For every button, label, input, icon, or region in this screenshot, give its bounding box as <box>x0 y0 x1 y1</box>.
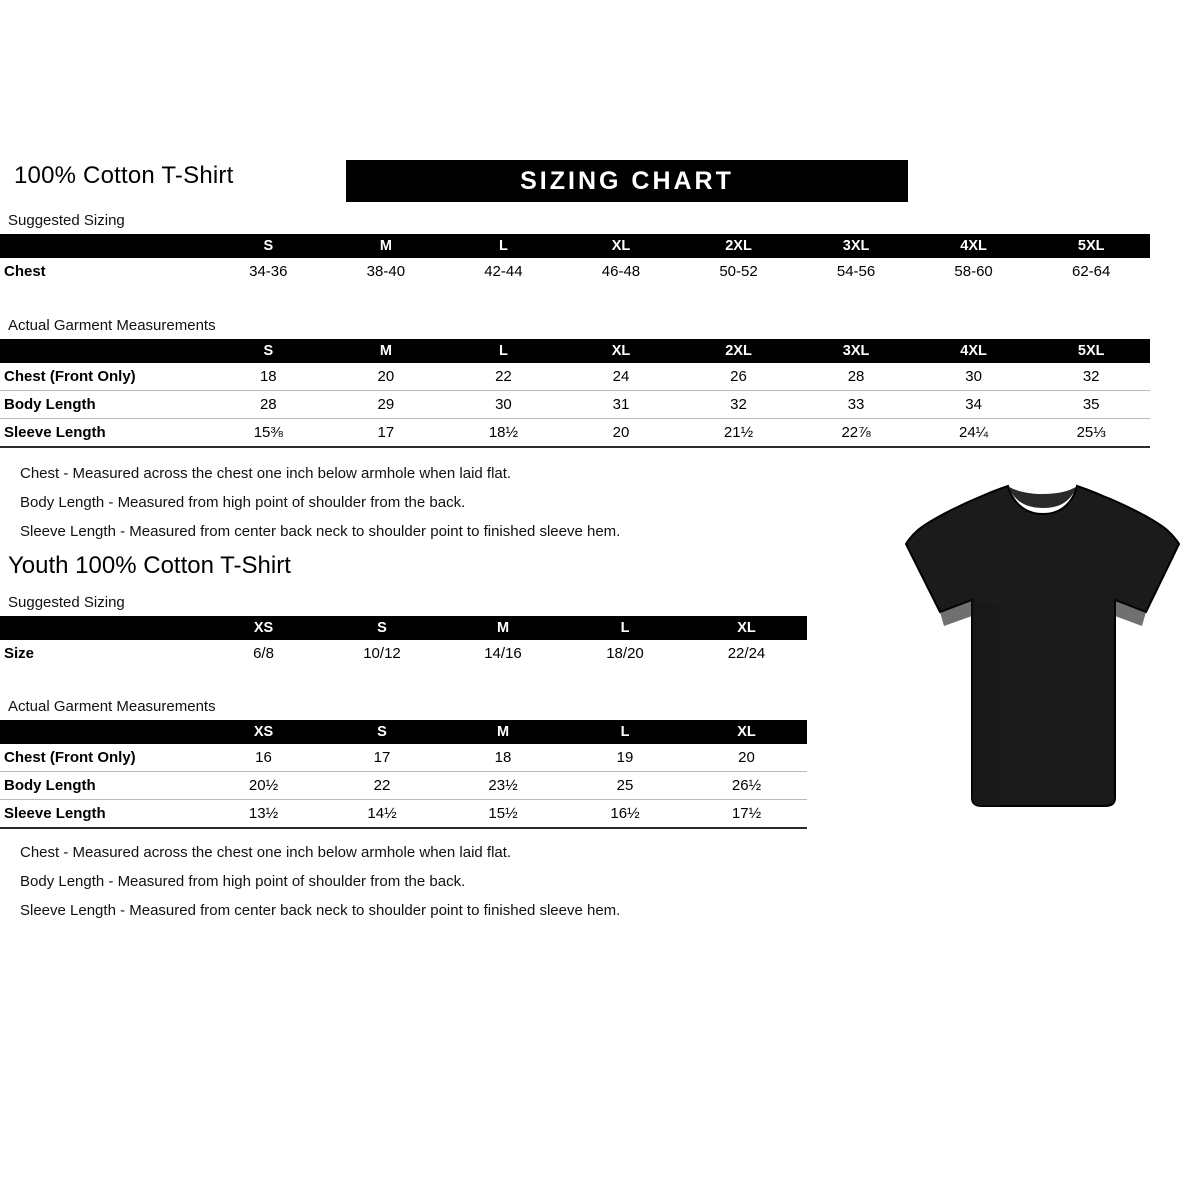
cell: 20½ <box>205 772 322 800</box>
cell: 18/20 <box>606 645 644 662</box>
table-row <box>0 391 1150 419</box>
row-label: Sleeve Length <box>0 800 205 829</box>
col-head-8: 5XL <box>1032 339 1150 363</box>
cell: 24 <box>562 363 680 391</box>
cell: 31 <box>562 391 680 419</box>
col-head-6: 3XL <box>797 339 915 363</box>
youth-note-chest: Chest - Measured across the chest one inch below armhole when laid flat. <box>20 844 512 861</box>
cell: 6/8 <box>253 645 274 662</box>
table-header-row <box>0 616 807 640</box>
cell: 18 <box>442 744 564 772</box>
header-row <box>8 160 1192 202</box>
table-header-row <box>0 234 1150 258</box>
cell: 15½ <box>442 800 564 829</box>
table-row <box>0 744 807 772</box>
col-head-2: M <box>327 234 445 258</box>
col-head-3: L <box>445 339 563 363</box>
col-head-7: 4XL <box>915 234 1033 258</box>
cell: 29 <box>327 391 445 419</box>
cell: 20 <box>562 419 680 448</box>
youth-note-sleeve-length: Sleeve Length - Measured from center back neck to shoulder point to finished sleeve hem. <box>20 902 621 919</box>
t-shirt-icon <box>900 480 1185 810</box>
cell: 22/24 <box>727 645 766 662</box>
col-head-1: XS <box>205 720 322 744</box>
row-label: Body Length <box>0 391 210 419</box>
cell: 22 <box>322 772 442 800</box>
adult-note-body-length: Body Length - Measured from high point of shoulder from the back. <box>20 494 466 511</box>
cell: 16½ <box>564 800 686 829</box>
cell: 20 <box>686 744 807 772</box>
cell: 38-40 <box>366 263 406 280</box>
col-head-0 <box>0 616 205 640</box>
cell: 17 <box>327 419 445 448</box>
sizing-chart-banner <box>346 160 908 202</box>
cell: 28 <box>210 391 328 419</box>
adult-suggested-sizing-table <box>0 234 1150 285</box>
youth-suggested-sizing-table <box>0 616 807 667</box>
table-row <box>0 772 807 800</box>
cell: 25⅓ <box>1032 419 1150 448</box>
col-head-5: XL <box>686 616 807 640</box>
cell: 54-56 <box>836 263 876 280</box>
banner-label: SIZING CHART <box>520 167 734 195</box>
col-head-0 <box>0 339 210 363</box>
cell: 24¼ <box>915 419 1033 448</box>
cell: 32 <box>1032 363 1150 391</box>
col-head-4: XL <box>562 339 680 363</box>
col-head-4: XL <box>562 234 680 258</box>
table-row <box>0 800 807 829</box>
cell: 22 <box>445 363 563 391</box>
cell: 16 <box>205 744 322 772</box>
col-head-0 <box>0 720 205 744</box>
col-head-5: 2XL <box>680 339 798 363</box>
row-label: Size <box>4 645 35 662</box>
row-label: Chest <box>4 263 46 280</box>
cell: 34-36 <box>249 263 288 280</box>
cell: 30 <box>915 363 1033 391</box>
cell: 25 <box>564 772 686 800</box>
cell: 14½ <box>322 800 442 829</box>
cell: 20 <box>327 363 445 391</box>
col-head-3: L <box>445 234 563 258</box>
cell: 28 <box>797 363 915 391</box>
cell: 50-52 <box>719 263 758 280</box>
col-head-6: 3XL <box>797 234 915 258</box>
col-head-0 <box>0 234 210 258</box>
row-label: Body Length <box>0 772 205 800</box>
cell: 14/16 <box>484 645 522 662</box>
col-head-3: M <box>442 720 564 744</box>
table-row <box>0 640 807 667</box>
table-row <box>0 363 1150 391</box>
cell: 10/12 <box>363 645 401 662</box>
cell: 18 <box>210 363 328 391</box>
cell: 46-48 <box>601 263 641 280</box>
row-label: Chest (Front Only) <box>0 744 205 772</box>
col-head-2: S <box>322 720 442 744</box>
table-row <box>0 419 1150 448</box>
cell: 17 <box>322 744 442 772</box>
col-head-7: 4XL <box>915 339 1033 363</box>
cell: 30 <box>445 391 563 419</box>
col-head-5: XL <box>686 720 807 744</box>
adult-actual-caption: Actual Garment Measurements <box>8 317 216 334</box>
cell: 23½ <box>442 772 564 800</box>
table-row <box>0 258 1150 285</box>
cell: 21½ <box>680 419 798 448</box>
row-label: Chest (Front Only) <box>0 363 210 391</box>
cell: 26 <box>680 363 798 391</box>
col-head-1: S <box>210 339 328 363</box>
adult-note-chest: Chest - Measured across the chest one inch below armhole when laid flat. <box>20 465 512 482</box>
cell: 42-44 <box>484 263 523 280</box>
col-head-4: L <box>564 720 686 744</box>
cell: 17½ <box>686 800 807 829</box>
cell: 58-60 <box>954 263 993 280</box>
col-head-2: S <box>322 616 442 640</box>
youth-section-title: Youth 100% Cotton T-Shirt <box>8 552 291 579</box>
col-head-8: 5XL <box>1032 234 1150 258</box>
cell: 62-64 <box>1072 263 1111 280</box>
table-header-row <box>0 720 807 744</box>
col-head-1: S <box>210 234 328 258</box>
youth-garment-measurements-table <box>0 720 807 829</box>
table-header-row <box>0 339 1150 363</box>
page-title: 100% Cotton T-Shirt <box>14 162 234 189</box>
adult-garment-measurements-table <box>0 339 1150 448</box>
cell: 13½ <box>205 800 322 829</box>
col-head-2: M <box>327 339 445 363</box>
col-head-1: XS <box>205 616 322 640</box>
cell: 33 <box>797 391 915 419</box>
cell: 18½ <box>445 419 563 448</box>
cell: 26½ <box>686 772 807 800</box>
youth-note-body-length: Body Length - Measured from high point of shoulder from the back. <box>20 873 466 890</box>
cell: 35 <box>1032 391 1150 419</box>
cell: 22⅞ <box>797 419 915 448</box>
col-head-5: 2XL <box>680 234 798 258</box>
row-label: Sleeve Length <box>0 419 210 448</box>
cell: 19 <box>564 744 686 772</box>
col-head-3: M <box>442 616 564 640</box>
cell: 32 <box>680 391 798 419</box>
adult-note-sleeve-length: Sleeve Length - Measured from center back neck to shoulder point to finished sleeve hem. <box>20 523 621 540</box>
youth-actual-caption: Actual Garment Measurements <box>8 698 216 715</box>
adult-suggested-caption: Suggested Sizing <box>8 212 125 229</box>
cell: 15⅜ <box>210 419 328 448</box>
col-head-4: L <box>564 616 686 640</box>
youth-suggested-caption: Suggested Sizing <box>8 594 125 611</box>
cell: 34 <box>915 391 1033 419</box>
